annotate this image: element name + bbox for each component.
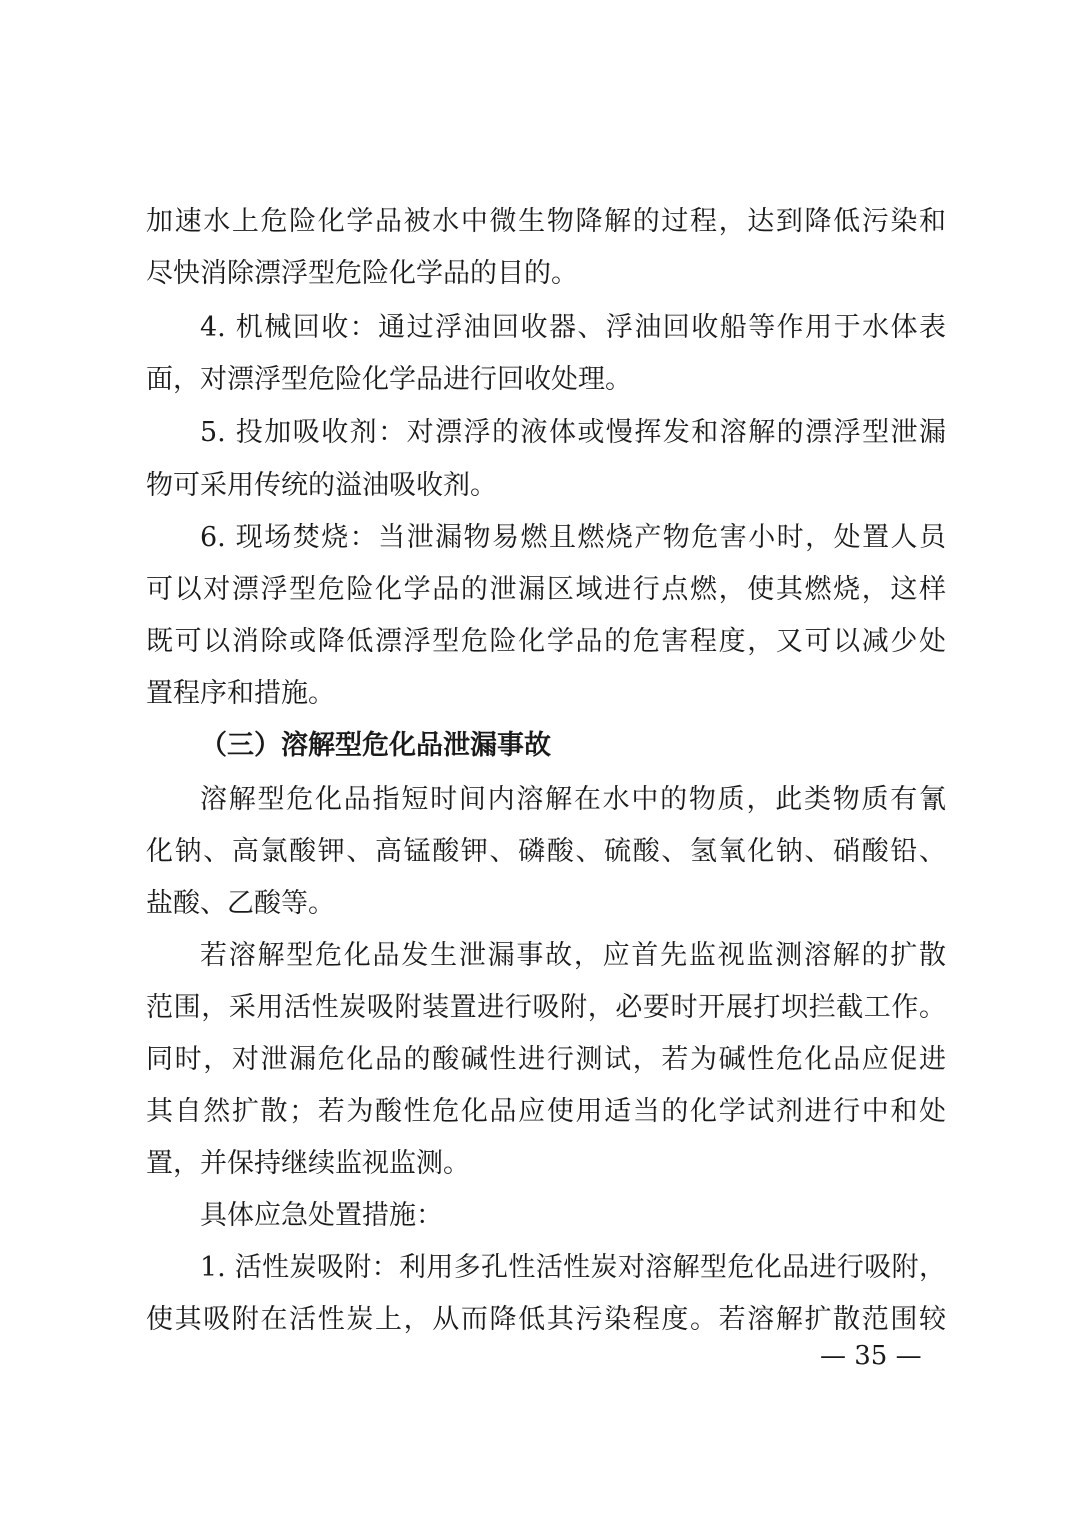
text-line: 具体应急处置措施： <box>200 1200 443 1231</box>
text-line: 5. 投加吸收剂：对漂浮的液体或慢挥发和溶解的漂浮型泄漏 <box>200 417 946 448</box>
text-line: 面，对漂浮型危险化学品进行回收处理。 <box>146 364 632 395</box>
text-line: 6. 现场焚烧：当泄漏物易燃且燃烧产物危害小时，处置人员 <box>200 522 946 553</box>
page-number: — 35 — <box>820 1341 922 1371</box>
text-line: 既可以消除或降低漂浮型危险化学品的危害程度，又可以减少处 <box>146 626 946 657</box>
text-line: 溶解型危化品指短时间内溶解在水中的物质，此类物质有氰 <box>200 784 946 815</box>
text-line: 若溶解型危化品发生泄漏事故，应首先监视监测溶解的扩散 <box>200 940 946 971</box>
text-line: 盐酸、乙酸等。 <box>146 888 335 919</box>
text-line: 加速水上危险化学品被水中微生物降解的过程，达到降低污染和 <box>146 206 946 237</box>
text-line: 置程序和措施。 <box>146 678 335 709</box>
text-line: 使其吸附在活性炭上，从而降低其污染程度。若溶解扩散范围较 <box>146 1304 946 1335</box>
text-line: 范围，采用活性炭吸附装置进行吸附，必要时开展打坝拦截工作。 <box>146 992 946 1023</box>
text-line: 其自然扩散；若为酸性危化品应使用适当的化学试剂进行中和处 <box>146 1096 946 1127</box>
text-line: 4. 机械回收：通过浮油回收器、浮油回收船等作用于水体表 <box>200 312 946 343</box>
text-line: 尽快消除漂浮型危险化学品的目的。 <box>146 258 578 289</box>
text-line: 物可采用传统的溢油吸收剂。 <box>146 470 497 501</box>
text-line: 化钠、高氯酸钾、高锰酸钾、磷酸、硫酸、氢氧化钠、硝酸铅、 <box>146 836 946 867</box>
text-line: 1. 活性炭吸附：利用多孔性活性炭对溶解型危化品进行吸附， <box>200 1252 946 1283</box>
text-line: 可以对漂浮型危险化学品的泄漏区域进行点燃，使其燃烧，这样 <box>146 574 946 605</box>
section-heading: （三）溶解型危化品泄漏事故 <box>200 730 551 761</box>
text-line: 同时，对泄漏危化品的酸碱性进行测试，若为碱性危化品应促进 <box>146 1044 946 1075</box>
text-line: 置，并保持继续监视监测。 <box>146 1148 470 1179</box>
